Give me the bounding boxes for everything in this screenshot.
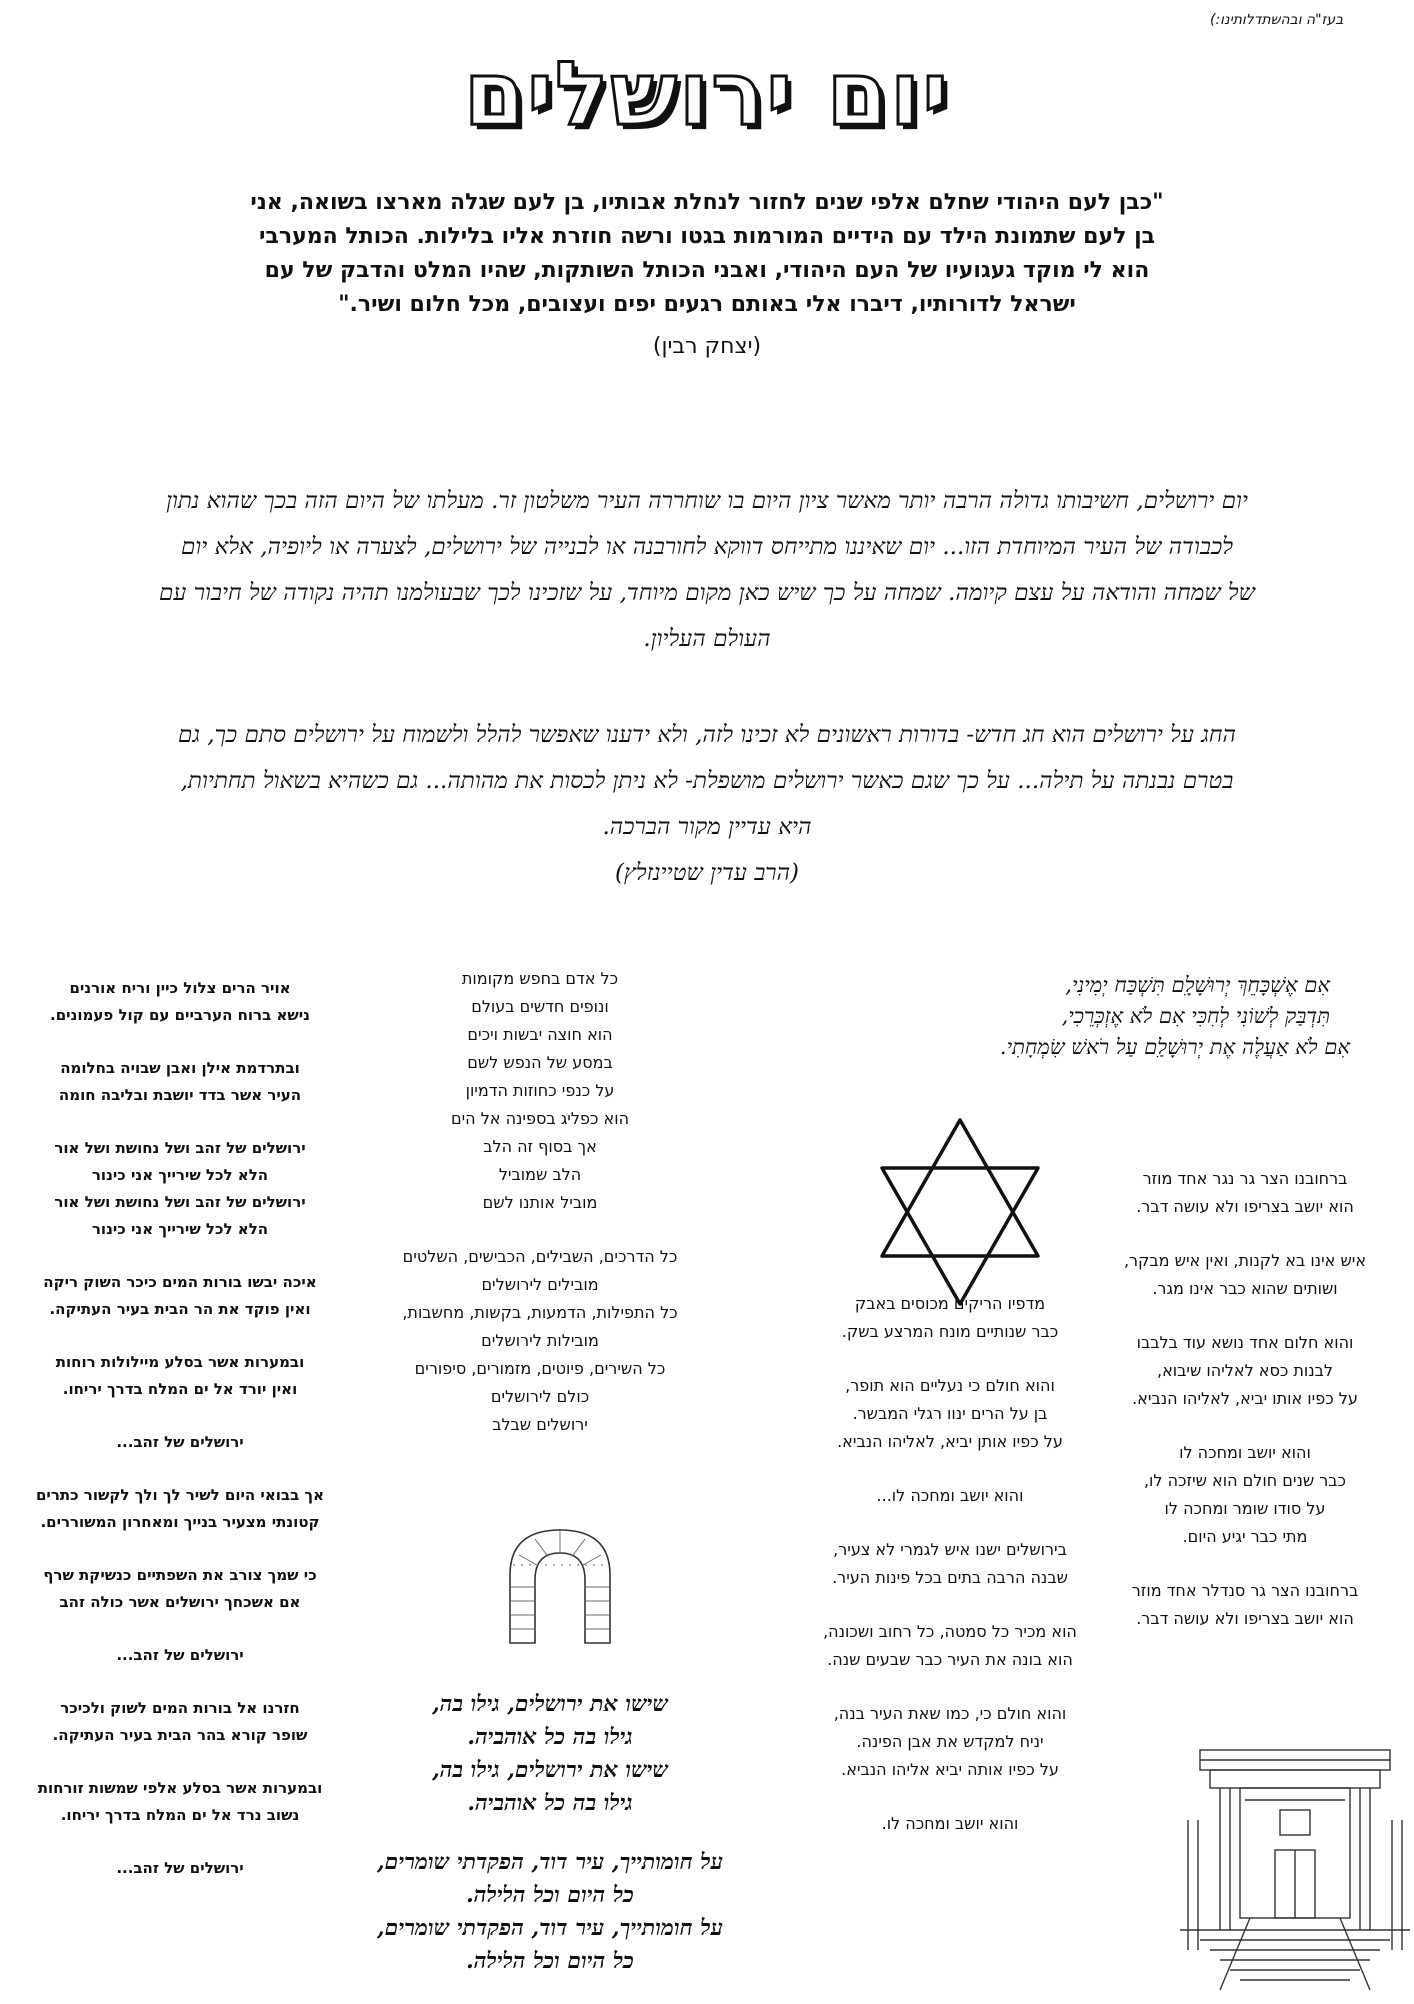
poem-line: אם אשכחך ירושלים אשר כולה זהב (59, 1593, 301, 1611)
poem-line: כל הדרכים, השבילים, הכבישים, השלטים (402, 1247, 678, 1266)
poem-line: ונופים חדשים בעולם (471, 997, 609, 1016)
poem-line: והוא יושב ומחכה לו (1179, 1443, 1311, 1462)
stanza (10, 1055, 350, 1109)
stanza (380, 1243, 700, 1439)
stanza (800, 1372, 1100, 1456)
poem-line: ירושלים של זהב ושל נחושת ושל אור (54, 1193, 306, 1211)
quote-line: בן לעם שתמונת הילד עם הידיים המורמות בגטו ורשה חוזרת אליו בלילות. הכותל המערבי (258, 224, 1156, 249)
poem-line: הוא חוצה יבשות ויכים (467, 1025, 613, 1044)
poem-line: הוא כפליג בספינה אל הים (450, 1109, 630, 1128)
poem-line: נישא ברוח הערביים עם קול פעמונים. (50, 1006, 310, 1024)
poem-line: שישו את ירושלים, גילו בה, (432, 1757, 668, 1783)
poem-line: הוא יושב בצריפו ולא עושה דבר. (1136, 1197, 1354, 1216)
stanza (800, 1536, 1100, 1592)
poem-line: והוא יושב ומחכה לו... (876, 1486, 1024, 1505)
poem-line: ואין יורד אל ים המלח בדרך יריחו. (62, 1380, 298, 1398)
poem-line: על כפיו אותו יביא, לאליהו הנביא. (1132, 1389, 1358, 1408)
poem-line: אויר הרים צלול כיין וריח אורנים (69, 979, 291, 997)
essay-line: בטרם נבנתה על תילה... על כך שגם כאשר ירושלים מושפלת- לא ניתן לכסות את מהותה... גם כשהיא בשאול תחתיות, (180, 768, 1234, 794)
essay-line: יום ירושלים, חשיבותו גדולה הרבה יותר מאשר ציון היום בו שוחררה העיר משלטון זר. מעלתו של היום הזה בכך שהוא נתון (166, 488, 1248, 514)
star-of-david-icon (870, 1112, 1050, 1312)
page-title: יום ירושלים (463, 42, 951, 145)
stanza (10, 1642, 350, 1669)
essay-source: (הרב עדין שטיינזלץ) (614, 860, 800, 886)
poem-line: ירושלים של זהב... (116, 1433, 244, 1451)
stanza (800, 1482, 1100, 1510)
poem-line: על חומותייך, עיר דוד, הפקדתי שומרים, (376, 1915, 724, 1941)
poem-line: כי שמך צורב את השפתיים כנשיקת שרף (43, 1566, 317, 1584)
poem-line: כל אדם בחפש מקומות (461, 969, 619, 988)
essay-line: החג על ירושלים הוא חג חדש- בדורות ראשונים לא זכינו לזה, ולא ידענו שאפשר להלל ולשמוח על ירושלים סתם כך, גם (178, 722, 1236, 748)
poem-line: העיר אשר בדד יושבת ובליבה חומה (58, 1086, 302, 1104)
quote-line: ישראל לדורותיו, דיברו אלי באותם רגעים יפים ועצובים, מכל חלום ושיר." (338, 292, 1076, 317)
poem-line: ירושלים של זהב ושל נחושת ושל אור (54, 1139, 306, 1157)
stanza (800, 1810, 1100, 1838)
poem-line: על סודו שומר ומחכה לו (1164, 1499, 1326, 1518)
poem-line: יניח למקדש את אבן הפינה. (856, 1732, 1044, 1751)
stanza (370, 1846, 730, 1978)
psalm-line: אִם אֶשְׁכָּחֵךְ יְרוּשָׁלִָם תִּשְׁכַּח יְמִינִי, (1065, 973, 1330, 997)
poem-line: בירושלים ישנו איש לגמרי לא צעיר, (833, 1540, 1067, 1559)
poem-line: ובמערות אשר בסלע מיילולות רוחות (55, 1353, 305, 1371)
stanza (800, 1290, 1100, 1346)
essay-line: העולם העליון. (643, 626, 771, 652)
poem-line: ברחובנו הצר גר סנדלר אחד מוזר (1131, 1581, 1359, 1600)
poem-line: הוא יושב בצריפו ולא עושה דבר. (1136, 1609, 1354, 1628)
poem-line: במסע של הנפש לשם (467, 1053, 613, 1072)
poem-line: ואין פוקד את הר הבית בעיר העתיקה. (49, 1300, 311, 1318)
poem-line: לבנות כסא לאליהו שיבוא, (1157, 1361, 1333, 1380)
center-poem (380, 965, 700, 1465)
psalm-verse (850, 970, 1370, 1063)
quote-source: (יצחק רבין) (652, 334, 762, 359)
poem-line: שישו את ירושלים, גילו בה, (432, 1691, 668, 1717)
quote-line: "כבן לעם היהודי שחלם אלפי שנים לחזור לנחלת אבותיו, בן לעם שגלה מארצו בשואה, אני (250, 190, 1164, 215)
poem-line: שופר קורא בהר הבית בעיר העתיקה. (52, 1726, 308, 1744)
essay-paragraph-1 (150, 478, 1264, 662)
poem-line: והוא חלום אחד נושא עוד בלבבו (1136, 1333, 1354, 1352)
poem-line: כבר שנותיים מונח המרצע בשק. (841, 1322, 1059, 1341)
poem-line: הוא בונה את העיר כבר שבעים שנה. (827, 1650, 1073, 1669)
stanza (1095, 1329, 1395, 1413)
poem-line: מדפיו הריקים מכוסים באבק (854, 1294, 1046, 1313)
poem-line: מוביל אותנו לשם (482, 1193, 598, 1212)
poem-line: כל התפילות, הדמעות, בקשות, מחשבות, (402, 1303, 678, 1322)
poem-line: כל היום וכל הלילה. (466, 1882, 634, 1908)
essay-line: היא עדיין מקור הברכה. (602, 814, 812, 840)
poem-line: איש אינו בא לקנות, ואין איש מבקר, (1123, 1251, 1367, 1270)
left-poem-yerushalayim-shel-zahav (10, 975, 350, 1908)
poem-line: מובילות לירושלים (481, 1331, 599, 1350)
poem-line: כבר שנים חולם הוא שיזכה לו, (1143, 1471, 1347, 1490)
poem-line: ובתרדמת אילן ואבן שבויה בחלומה (60, 1059, 300, 1077)
poem-line: ושותים שהוא כבר אינו מגר. (1152, 1279, 1338, 1298)
poem-line: כל היום וכל הלילה. (466, 1948, 634, 1974)
poem-line: בן על הרים ינוו רגלי המבשר. (852, 1404, 1048, 1423)
poem-line: הלא לכל שירייך אני כינור (91, 1220, 269, 1238)
poem-line: על כנפי כחוזות הדמיון (465, 1081, 615, 1100)
psalm-line: תִּדְבַּק לְשׁוֹנִי לְחִכִּי אִם לֹא אֶזְכְּרֵכִי, (1061, 1004, 1330, 1028)
psalm-line: אִם לֹא אַעֲלֶה אֶת יְרוּשָׁלִַם עַל רֹאשׁ שִׂמְחָתִי. (999, 1035, 1350, 1059)
stanza (1095, 1577, 1395, 1633)
poem-line: גילו בה כל אוהביה. (467, 1724, 633, 1750)
stanza (1095, 1439, 1395, 1551)
stanza (10, 1429, 350, 1456)
essay-line: של שמחה והודאה על עצם קיומה. שמחה על כך שיש כאן מקום מיוחד, על שזכינו לכך שבעולמנו תהיה נקודה של חיבור עם (159, 580, 1255, 606)
stanza (10, 1349, 350, 1403)
poem-line: נשוב נרד אל ים המלח בדרך יריחו. (60, 1806, 300, 1824)
stanza (10, 1269, 350, 1323)
poem-line: מובילים לירושלים (481, 1275, 599, 1294)
stone-arch-icon (505, 1525, 615, 1645)
poem-line: על כפיו אותן יביא, לאליהו הנביא. (837, 1432, 1063, 1451)
stanza (10, 1775, 350, 1829)
temple-drawing-icon (1180, 1740, 1410, 1995)
poem-line: ירושלים של זהב... (116, 1646, 244, 1664)
stanza (10, 1855, 350, 1882)
song-sisu (370, 1688, 730, 2004)
poem-line: הוא מכיר כל סמטה, כל רחוב ושכונה, (823, 1622, 1077, 1641)
poem-line: ברחובנו הצר גר נגר אחד מוזר (1142, 1169, 1348, 1188)
poem-line: חזרנו אל בורות המים לשוק ולכיכר (60, 1699, 300, 1717)
poem-line: הלא לכל שירייך אני כינור (91, 1166, 269, 1184)
rabin-quote (170, 186, 1244, 364)
stanza (370, 1688, 730, 1820)
poem-line: ירושלים של זהב... (116, 1859, 244, 1877)
stanza (10, 975, 350, 1029)
essay-line: לכבודה של העיר המיוחדת הזו... יום שאיננו מתייחס דווקא לחורבנה או לבנייה של ירושלים, לצערה או ליופיה, אלא יום (180, 534, 1233, 560)
bsd-header: בעז"ה ובהשתדלותינו:) (1210, 12, 1344, 28)
essay-paragraph-2 (150, 712, 1264, 896)
stanza (10, 1135, 350, 1243)
poem-line: מתי כבר יגיע היום. (1182, 1527, 1308, 1546)
poem-line: קטונתי מצעיר בנייך ומאחרון המשוררים. (40, 1513, 320, 1531)
poem-line: איכה יבשו בורות המים כיכר השוק ריקה (43, 1273, 317, 1291)
poem-line: על חומותייך, עיר דוד, הפקדתי שומרים, (376, 1849, 724, 1875)
stanza (380, 965, 700, 1217)
quote-line: הוא לי מוקד געגועיו של העם היהודי, ואבני הכותל השותקות, שהיו המלט והדבק של עם (264, 258, 1150, 283)
poem-line: והוא חולם כי, כמו שאת העיר בנה, (833, 1704, 1067, 1723)
poem-line: הלב שמוביל (498, 1165, 582, 1184)
stanza (10, 1695, 350, 1749)
poem-line: כל השירים, פיוטים, מזמורים, סיפורים (414, 1359, 666, 1378)
poem-line: אך בבואי היום לשיר לך ולך לקשור כתרים (35, 1486, 325, 1504)
right-poem (1095, 1165, 1395, 1659)
poem-line: אך בסוף זה הלב (483, 1137, 597, 1156)
stanza (800, 1700, 1100, 1784)
stanza (1095, 1165, 1395, 1221)
poem-line: ירושלים שבלב (492, 1415, 588, 1434)
stanza (1095, 1247, 1395, 1303)
poem-line: כולם לירושלים (490, 1387, 590, 1406)
poem-line: שבנה הרבה בתים בכל פינות העיר. (832, 1568, 1068, 1587)
poem-line: והוא יושב ומחכה לו. (881, 1814, 1019, 1833)
poem-line: גילו בה כל אוהביה. (467, 1790, 633, 1816)
stanza (10, 1482, 350, 1536)
stanza (10, 1562, 350, 1616)
stanza (800, 1618, 1100, 1674)
poem-line: והוא חולם כי נעליים הוא תופר, (845, 1376, 1055, 1395)
poem-line: ובמערות אשר בסלע אלפי שמשות זורחות (37, 1779, 323, 1797)
middle-poem (800, 1290, 1100, 1864)
poem-line: על כפיו אותה יביא אליהו הנביא. (841, 1760, 1059, 1779)
